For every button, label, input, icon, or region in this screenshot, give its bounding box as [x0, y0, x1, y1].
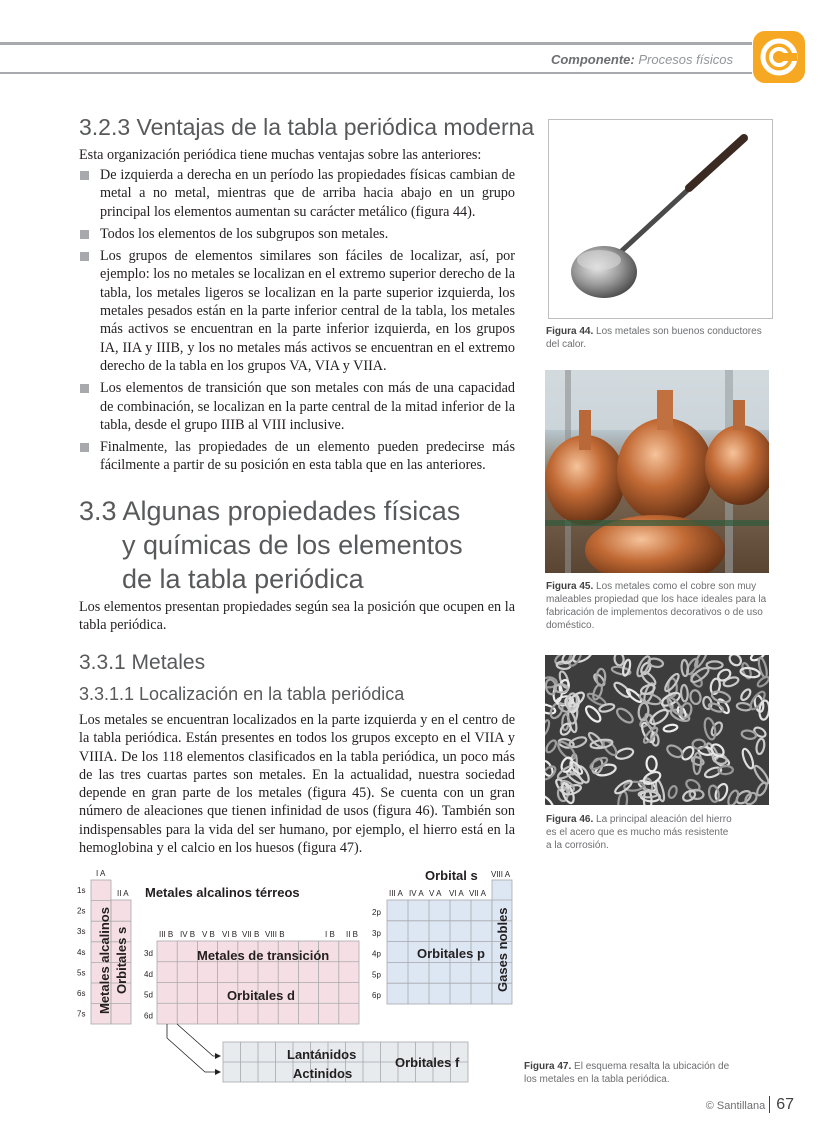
group-label-iib: II B: [346, 930, 359, 939]
group-label-viia: VII A: [469, 889, 486, 898]
list-item: Los elementos de transición que son metales con más de una capacidad de combinación, se localizan en la parte central de la mitad inferior de la tabla, desde el grupo IIIB al VIII inclusive.: [79, 379, 515, 434]
figure-47-caption: Figura 47. El esquema resalta la ubicación de los metales en la tabla periódica.: [524, 1061, 730, 1085]
label-actinides: Actinidos: [293, 1066, 353, 1081]
section-3-3-1-1-text: Los metales se encuentran localizados en la parte izquierda y en el centro de la tabla periódica. Están presentes en todos los grupos excepto en el VIIA y VIIIA. De los 118 elementos clasificados en la tabla periódica, un poco más de las tres cuartas partes son metales. En la actualidad, nuestra sociedad depende en gran parte de los metales (figura 45). Se cuenta con un gran número de aleaciones que tienen infinidad de usos (figura 46). También son indispensables para la vida del ser humano, por ejemplo, el hierro está en la hemoglobina y el calcio en los huesos (figura 47).: [79, 712, 515, 857]
period-label-4d: 4d: [144, 969, 153, 979]
group-label-iva: IV A: [409, 889, 424, 898]
bullet-square-icon: [80, 230, 89, 239]
header-rule-top: [0, 42, 752, 45]
period-label-3d: 3d: [144, 949, 153, 958]
list-item: Finalmente, las propiedades de un elemento pueden predecirse más fácilmente a partir de su posición en esta tabla que en las anteriores.: [79, 438, 515, 475]
figure-47-diagram: [75, 866, 520, 1086]
label-orbitales-f: Orbitales f: [395, 1055, 460, 1070]
group-label-va: V A: [429, 889, 442, 898]
period-label-5s: 5s: [77, 968, 86, 978]
period-label-2s: 2s: [77, 906, 86, 916]
period-label-3p: 3p: [372, 928, 381, 938]
component-label: Componente:: [550, 52, 635, 67]
figure-45-caption: Figura 45. Los metales como el cobre son muy maleables propiedad que los hace ideales para la fabricación de implementos decorativos o de uso doméstico.: [546, 581, 767, 631]
period-label-2p: 2p: [372, 908, 381, 917]
component-header: [551, 52, 733, 67]
figure-46-image: [545, 655, 769, 805]
group-label-ivb: IV B: [180, 930, 196, 939]
period-label-5p: 5p: [372, 970, 381, 980]
publisher-logo-icon: [753, 31, 805, 83]
label-transition-metals: Metales de transición: [197, 948, 330, 963]
list-item: Todos los elementos de los subgrupos son metales.: [79, 225, 515, 243]
section-title-3-3: 3.3 Algunas propiedades físicas y químicas de los elementos de la tabla periódica: [79, 496, 463, 594]
figure-45-image: [545, 370, 769, 573]
bullet-square-icon: [80, 443, 89, 452]
period-label-4s: 4s: [77, 947, 86, 957]
period-label-6s: 6s: [77, 989, 86, 998]
section-title-3-3-1: 3.3.1 Metales: [79, 651, 206, 674]
page-footer: [706, 1096, 794, 1114]
period-label-1s: 1s: [77, 886, 86, 895]
group-label-vb: V B: [202, 930, 215, 939]
group-label-viib: VII B: [242, 930, 260, 939]
page-number: 67: [769, 1096, 794, 1113]
bullet-square-icon: [80, 252, 89, 261]
bullet-square-icon: [80, 384, 89, 393]
label-orbitales-s-vertical: Orbitales s: [114, 926, 129, 994]
label-orbital-s: Orbital s: [425, 868, 478, 883]
group-label-iiia: III A: [389, 889, 403, 898]
section-3-3-text: Los elementos presentan propiedades según sea la posición que ocupen en la tabla periódica.: [79, 599, 515, 634]
group-label-vib: VI B: [222, 930, 238, 939]
period-label-3s: 3s: [77, 927, 86, 937]
section-title-3-2-3: 3.2.3 Ventajas de la tabla periódica moderna: [79, 114, 535, 140]
section-title-3-3-1-1: 3.3.1.1 Localización en la tabla periódica: [79, 684, 405, 704]
period-label-6p: 6p: [372, 991, 381, 1001]
label-alkali-metals: Metales alcalinos: [97, 907, 112, 1014]
label-noble-gases: Gases nobles: [495, 907, 510, 992]
period-label-7s: 7s: [77, 1009, 86, 1019]
group-iia-label: II A: [117, 889, 129, 898]
label-lanthanides: Lantánidos: [287, 1047, 357, 1062]
figure-46-caption: Figura 46. La principal aleación del hierro es el acero que es mucho más resistente a la corrosión.: [546, 814, 732, 851]
label-orbitales-d: Orbitales d: [227, 988, 295, 1003]
bullet-square-icon: [80, 171, 89, 180]
group-viiia-label: VIII A: [491, 870, 511, 879]
period-label-5d: 5d: [144, 990, 153, 1000]
section-intro: Esta organización periódica tiene muchas ventajas sobre las anteriores:: [79, 147, 482, 163]
label-orbitales-p: Orbitales p: [417, 946, 485, 961]
group-label-via: VI A: [449, 889, 464, 898]
advantages-list: [79, 166, 515, 479]
figure-44-image: [548, 119, 773, 319]
group-label-iiib: III B: [159, 930, 174, 939]
header-rule-bottom: [0, 72, 752, 74]
list-item: De izquierda a derecha en un período las propiedades físicas cambian de metal a no metal, mientras que de arriba hacia abajo en un grupo principal los elementos aumentan su carácter metálico (figura 44).: [79, 166, 515, 221]
list-item: Los grupos de elementos similares son fáciles de localizar, así, por ejemplo: los no metales se localizan en el extremo superior derecho de la tabla, los metales ligeros se localizan en la parte superior izquierda, los metales pesados están en la parte inferior central de la tabla, los metales más activos se encuentran en la parte inferior izquierda, en los grupos IA, IIA y IIIB, y los no metales más activos se encuentran en el extremo derecho de la tabla en los grupos VA, VIA y VIIA.: [79, 247, 515, 375]
group-label-ib: I B: [325, 930, 335, 939]
group-ia-label: I A: [96, 869, 106, 878]
period-label-4p: 4p: [372, 949, 381, 959]
component-value: Procesos físicos: [638, 52, 733, 67]
lanthanides-arrow: [177, 1024, 217, 1056]
figure-44-caption: Figura 44. Los metales son buenos conductores del calor.: [546, 326, 762, 350]
actinides-arrow: [167, 1024, 217, 1072]
period-label-6d: 6d: [144, 1011, 153, 1021]
group-label-viiib: VIII B: [265, 930, 285, 939]
label-alkaline-earth: Metales alcalinos térreos: [145, 885, 300, 900]
publisher-credit: © Santillana: [705, 1100, 766, 1112]
